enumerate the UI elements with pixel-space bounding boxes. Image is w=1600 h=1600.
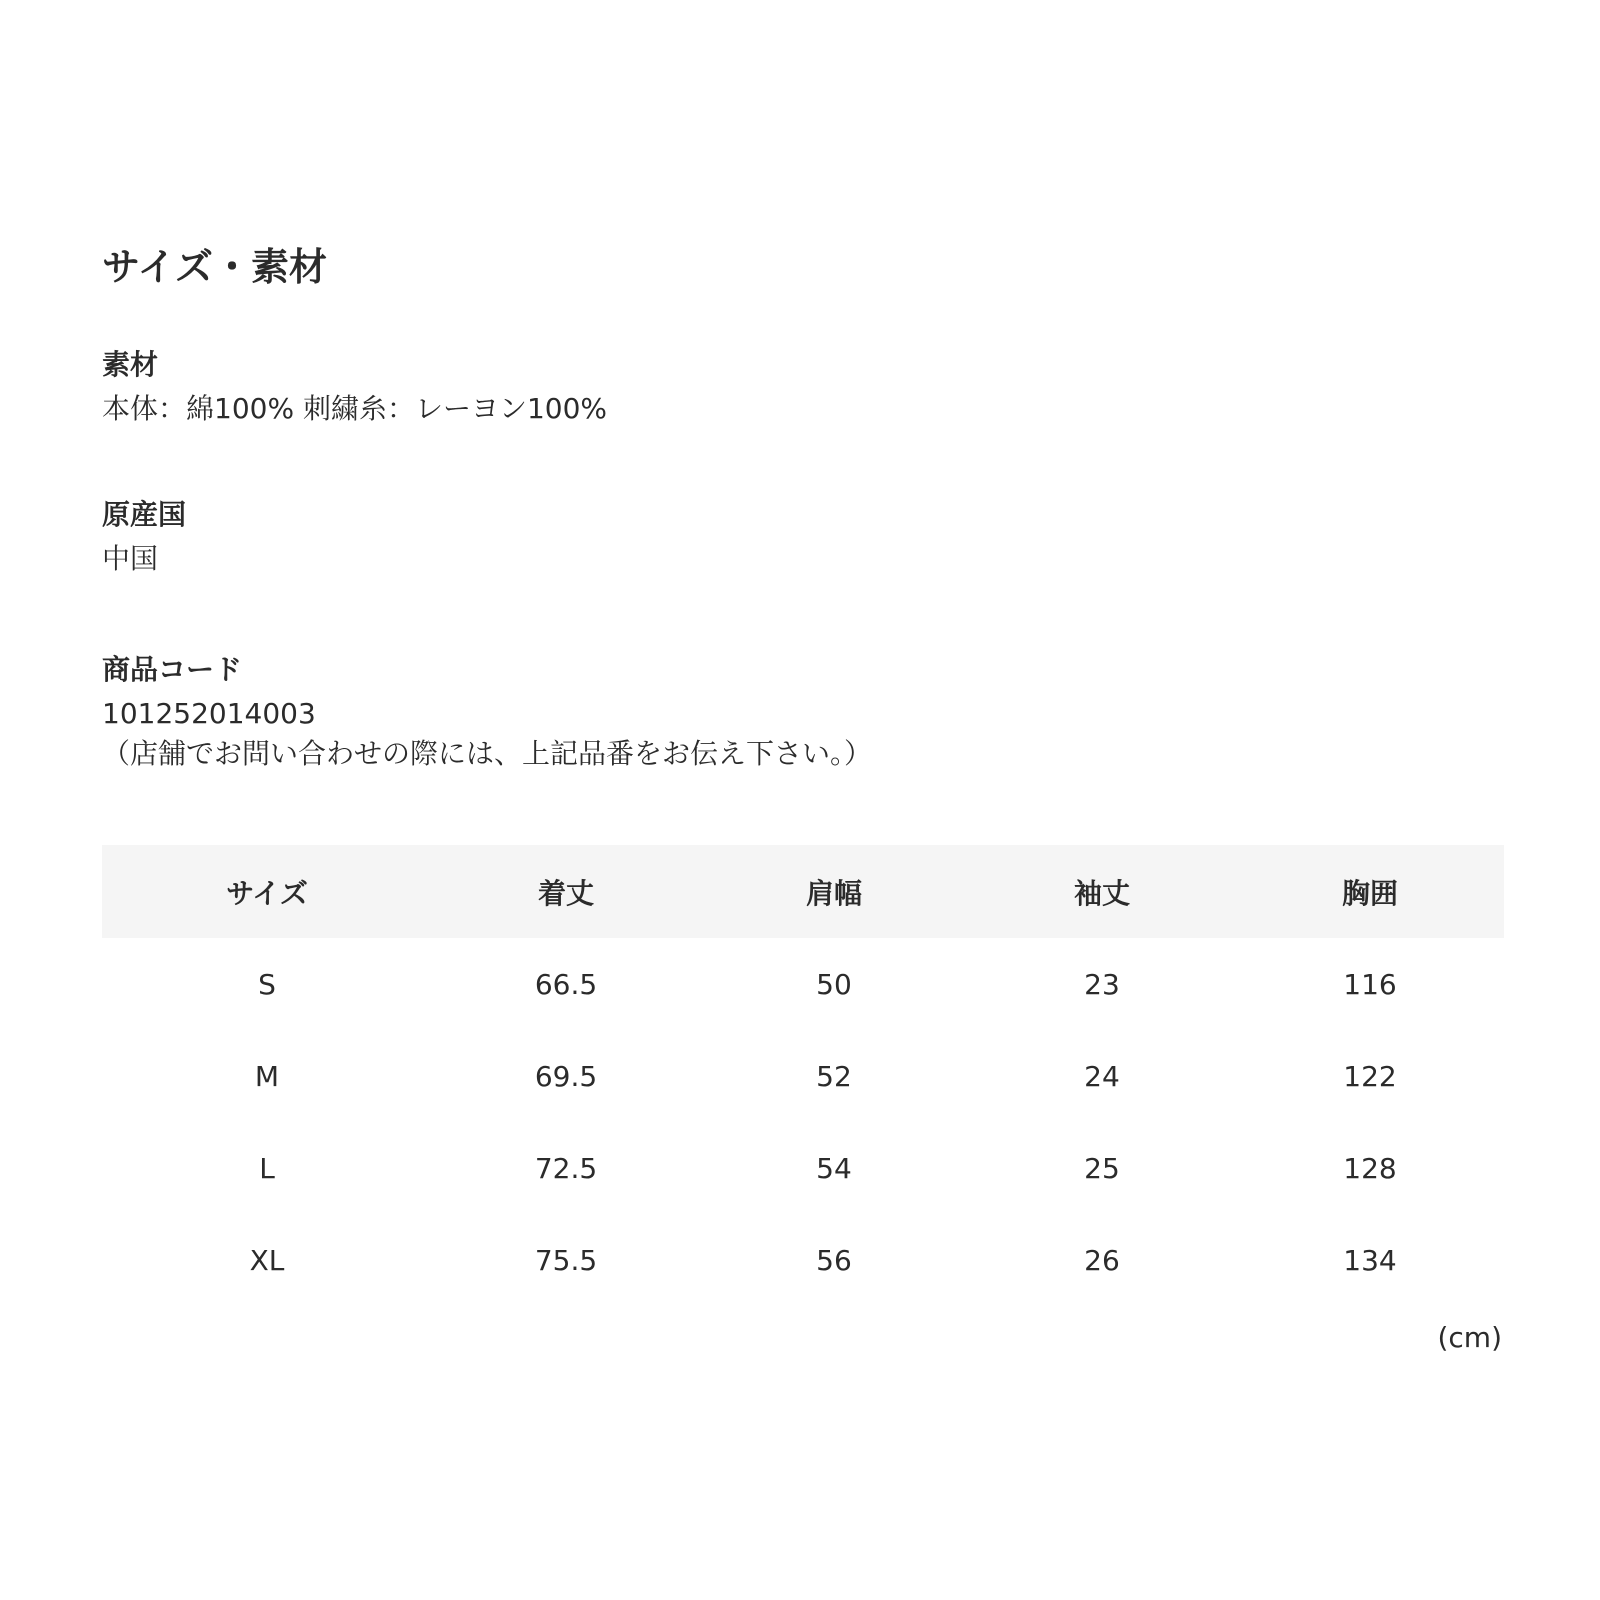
origin-value: 中国 <box>102 542 159 575</box>
header-length: 着丈 <box>432 845 700 938</box>
table-row <box>102 1030 1504 1122</box>
cell-sleeve: 26 <box>1084 1243 1120 1277</box>
unit-note: (cm) <box>1437 1321 1502 1354</box>
page-title: サイズ・素材 <box>102 245 327 289</box>
cell-sleeve: 24 <box>1084 1059 1120 1093</box>
origin-section <box>102 495 186 579</box>
cell-size: S <box>258 967 276 1001</box>
table-row <box>102 1214 1504 1306</box>
cell-size: L <box>259 1151 275 1185</box>
cell-size: XL <box>249 1243 285 1277</box>
material-value: 本体：綿100% 刺繍糸：レーヨン100% <box>102 392 607 425</box>
cell-shoulder: 50 <box>816 967 852 1001</box>
cell-length: 75.5 <box>534 1243 598 1277</box>
material-section <box>102 345 607 429</box>
cell-shoulder: 56 <box>816 1243 852 1277</box>
cell-length: 69.5 <box>534 1059 598 1093</box>
product-code-label: 商品コード <box>102 653 243 686</box>
origin-label: 原産国 <box>102 498 187 531</box>
product-code-section <box>102 650 872 774</box>
header-sleeve: 袖丈 <box>968 845 1236 938</box>
cell-size: M <box>254 1059 280 1093</box>
table-row <box>102 1122 1504 1214</box>
size-table <box>102 845 1504 1306</box>
cell-sleeve: 23 <box>1084 967 1120 1001</box>
cell-shoulder: 54 <box>816 1151 852 1185</box>
header-size: サイズ <box>102 845 432 938</box>
cell-chest: 122 <box>1343 1059 1397 1093</box>
size-table-header-row <box>102 845 1504 938</box>
cell-length: 72.5 <box>534 1151 598 1185</box>
cell-length: 66.5 <box>534 967 598 1001</box>
cell-chest: 134 <box>1343 1243 1397 1277</box>
cell-chest: 116 <box>1343 967 1397 1001</box>
cell-sleeve: 25 <box>1084 1151 1120 1185</box>
material-label: 素材 <box>102 348 159 381</box>
cell-chest: 128 <box>1343 1151 1397 1185</box>
table-row <box>102 938 1504 1030</box>
header-chest: 胸囲 <box>1236 845 1504 938</box>
cell-shoulder: 52 <box>816 1059 852 1093</box>
header-shoulder: 肩幅 <box>700 845 968 938</box>
product-code-value: 101252014003 <box>102 697 316 730</box>
product-code-note: （店舗でお問い合わせの際には、上記品番をお伝え下さい。） <box>102 737 873 770</box>
